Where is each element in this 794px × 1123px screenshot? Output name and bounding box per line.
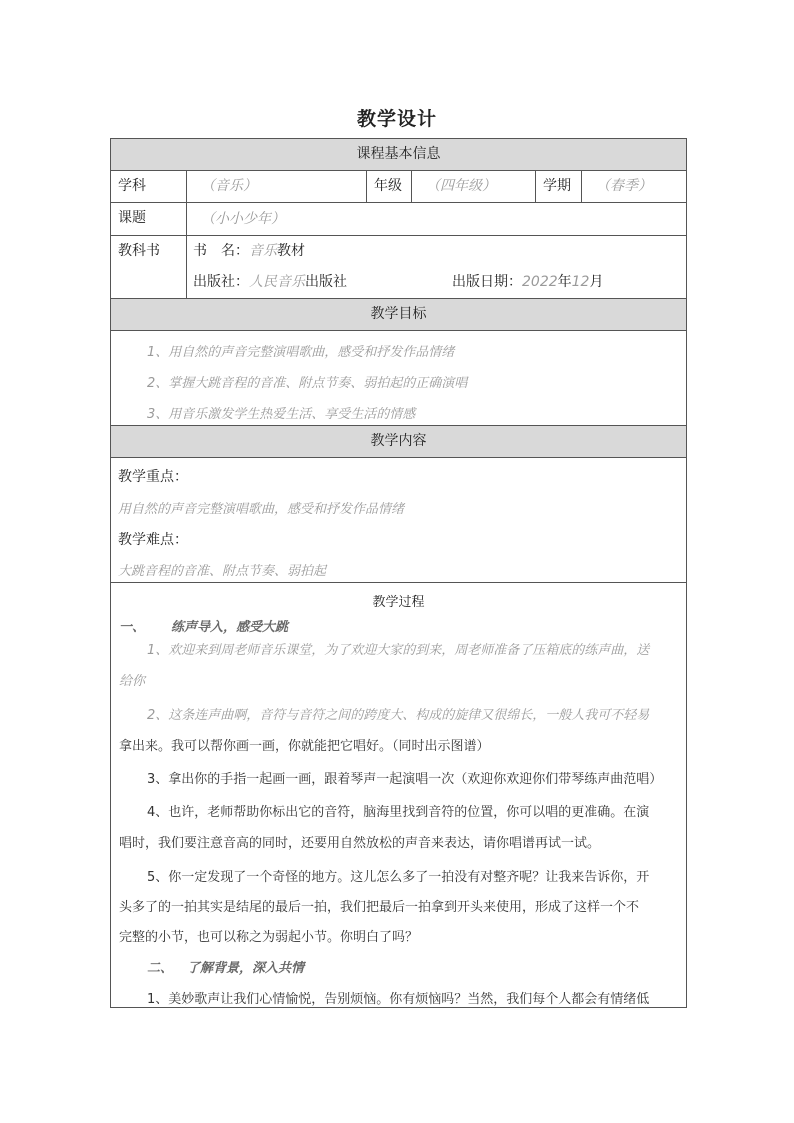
process-paragraph: 3、拿出你的手指一起画一画，跟着琴声一起演唱一次（欢迎你欢迎你们带琴练声曲范唱） [147,772,663,787]
subject-row [111,171,686,203]
difficulty-label: 教学难点： [118,532,188,548]
goal-item: 3、用音乐激发学生热爱生活、享受生活的情感 [147,407,416,422]
date-label: 出版日期： [452,274,522,290]
key-point-label: 教学重点： [118,469,188,485]
process-paragraph: 拿出来。我可以帮你画一画，你就能把它唱好。（同时出示图谱） [119,739,490,754]
textbook-row [111,236,686,299]
grade-label: 年级 [367,171,412,202]
process-paragraph: 给你 [119,674,146,689]
date-year-unit: 年 [557,274,572,290]
grade-value: （四年级） [412,171,536,202]
term-label: 学期 [536,171,582,202]
document-title: 教学设计 [356,108,437,130]
process-paragraph: 完整的小节，也可以称之为弱起小节。你明白了吗？ [119,930,419,945]
publisher-suffix: 出版社 [305,274,347,290]
process-paragraph: 2、这条连声曲啊，音符与音符之间的跨度大、构成的旋律又很绵长，一般人我可不轻易 [147,708,650,723]
goal-item: 1、用自然的声音完整演唱歌曲，感受和抒发作品情绪 [147,345,455,360]
book-name-suffix: 教材 [277,243,305,259]
book-name-label: 书 名： [193,243,249,259]
section-one-title: 练声导入，感受大跳 [171,620,289,635]
publisher-label: 出版社： [193,274,249,290]
section-two-title: 了解背景，深入共情 [187,961,305,976]
process-section [111,583,686,1008]
process-paragraph: 4、也许，老师帮助你标出它的音符，脑海里找到音符的位置，你可以唱的更准确。在演 [147,805,650,820]
textbook-label: 教科书 [111,236,187,298]
difficulty-value: 大跳音程的音准、附点节奏、弱拍起 [118,564,327,579]
date-month-unit: 月 [589,274,604,290]
basic-info-header: 课程基本信息 [111,139,686,171]
goals-header: 教学目标 [111,299,686,331]
content-header: 教学内容 [111,426,686,458]
goal-item: 2、掌握大跳音程的音准、附点节奏、弱拍起的正确演唱 [147,376,468,391]
process-paragraph: 1、欢迎来到周老师音乐课堂，为了欢迎大家的到来，周老师准备了压箱底的练声曲，送 [147,643,650,658]
lesson-plan-table [110,138,687,1008]
key-point-value: 用自然的声音完整演唱歌曲，感受和抒发作品情绪 [118,502,405,517]
process-header: 教学过程 [372,595,425,610]
subject-value: （音乐） [187,171,367,202]
date-year: 2022 [522,274,558,290]
content-section [111,458,686,583]
process-paragraph: 唱时，我们要注意音高的同时，还要用自然放松的声音来表达，请你唱谱再试一试。 [119,836,601,851]
publisher-line [193,267,347,298]
process-paragraph: 头多了的一拍其实是结尾的最后一拍，我们把最后一拍拿到开头来使用，形成了这样一个不 [119,900,640,915]
goals-section [111,331,686,426]
book-name-line [193,236,305,267]
term-value: （春季） [596,178,652,194]
date-month: 12 [571,274,590,290]
publisher-value: 人民音乐 [249,274,305,290]
topic-value: （小小少年） [201,211,285,227]
section-two-number: 二、 [147,961,174,976]
topic-label: 课题 [111,203,187,235]
book-name-value: 音乐 [249,243,277,259]
process-paragraph: 1、美妙歌声让我们心情愉悦，告别烦恼。你有烦恼吗？当然，我们每个人都会有情绪低 [147,992,650,1007]
section-one-number: 一、 [119,620,146,635]
process-paragraph: 5、你一定发现了一个奇怪的地方。这儿怎么多了一拍没有对整齐呢？让我来告诉你，开 [147,870,650,885]
topic-row [111,203,686,236]
subject-label: 学科 [111,171,187,202]
publish-date-line [452,267,603,298]
